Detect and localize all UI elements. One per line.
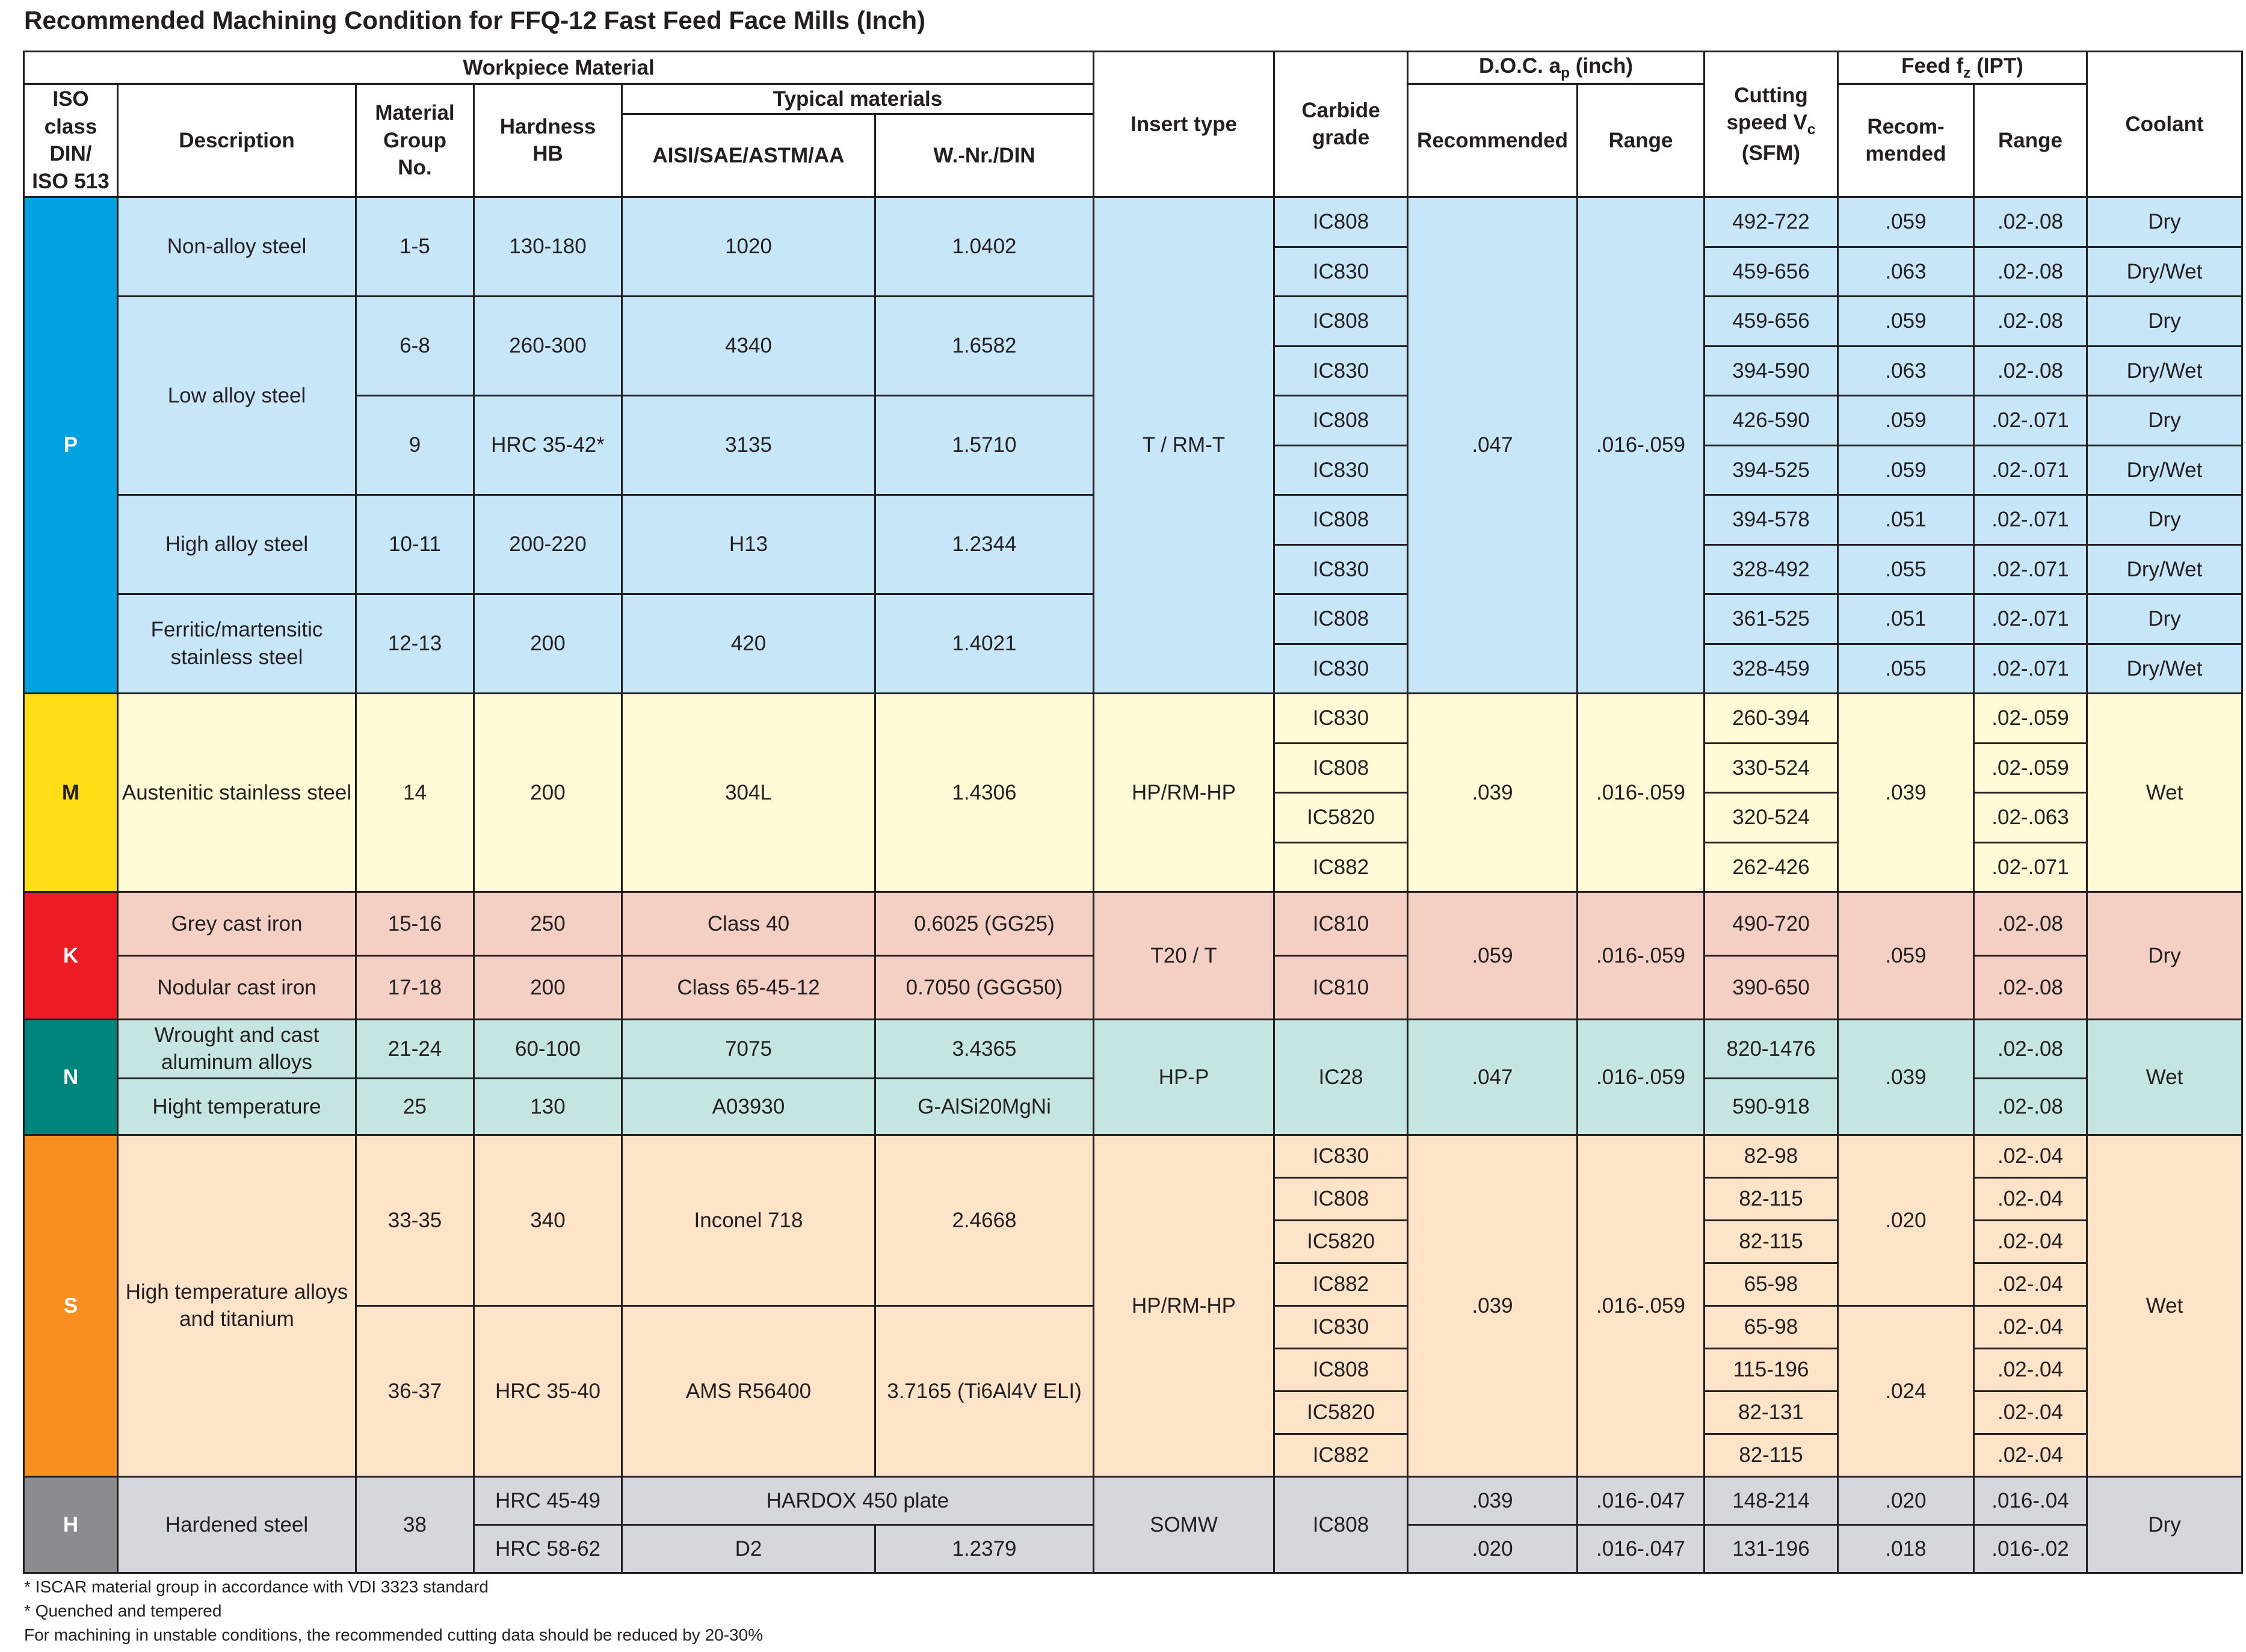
hardness-cell: HRC 45-49: [474, 1476, 622, 1524]
coolant-header: Coolant: [2087, 52, 2242, 197]
doc-range-cell: .016-.059: [1578, 197, 1705, 693]
wnr-cell: 1.2344: [875, 495, 1094, 594]
description-cell: Hight temperature: [118, 1078, 356, 1135]
feed-range-cell: .02-.04: [1974, 1177, 2087, 1220]
table-row: [24, 1135, 2242, 1177]
table-row: [24, 693, 2242, 743]
iso-class-p: P: [24, 197, 118, 693]
feed-recommended-header: Recom- mended: [1838, 84, 1974, 197]
speed-cell: 262-426: [1705, 842, 1838, 892]
grade-cell: IC808: [1274, 495, 1408, 544]
hardness-cell: 130-180: [474, 197, 622, 296]
grade-cell: IC808: [1274, 1177, 1408, 1220]
aisi-cell: Class 65-45-12: [622, 955, 875, 1019]
material-group-cell: 25: [356, 1078, 474, 1135]
speed-cell: 394-578: [1705, 495, 1838, 544]
table-row: [24, 197, 2242, 247]
aisi-cell: 1020: [622, 197, 875, 296]
doc-range-cell: .016-.059: [1578, 1135, 1705, 1476]
feed-recommended-cell: .055: [1838, 644, 1974, 693]
feed-recommended-cell: .024: [1838, 1305, 1974, 1476]
feed-recommended-cell: .020: [1838, 1135, 1974, 1305]
hardness-cell: 250: [474, 892, 622, 955]
carbide-grade-header: Carbide grade: [1274, 52, 1408, 197]
feed-range-cell: .02-.04: [1974, 1305, 2087, 1348]
speed-cell: 115-196: [1705, 1348, 1838, 1391]
grade-cell: IC830: [1274, 693, 1408, 743]
speed-cell: 820-1476: [1705, 1019, 1838, 1078]
wnr-cell: 0.6025 (GG25): [875, 892, 1094, 955]
feed-range-cell: .016-.02: [1974, 1524, 2087, 1573]
hardness-cell: 200: [474, 594, 622, 693]
hardness-cell: HRC 35-40: [474, 1305, 622, 1476]
feed-range-cell: .02-.059: [1974, 693, 2087, 743]
coolant-cell: Dry: [2087, 892, 2242, 1019]
feed-range-cell: .02-.04: [1974, 1391, 2087, 1434]
speed-cell: 330-524: [1705, 743, 1838, 792]
material-group-cell: 14: [356, 693, 474, 892]
insert-type-cell: SOMW: [1094, 1476, 1274, 1573]
description-cell: High temperature alloys and titanium: [118, 1135, 356, 1476]
speed-cell: 131-196: [1705, 1524, 1838, 1573]
workpiece-material-header: Workpiece Material: [24, 52, 1094, 84]
feed-range-cell: .02-.08: [1974, 346, 2087, 395]
wnr-cell: 1.4021: [875, 594, 1094, 693]
speed-cell: 590-918: [1705, 1078, 1838, 1135]
hardness-cell: 130: [474, 1078, 622, 1135]
grade-cell: IC882: [1274, 1263, 1408, 1305]
grade-cell: IC808: [1274, 1476, 1408, 1573]
coolant-cell: Dry/Wet: [2087, 346, 2242, 395]
speed-cell: 65-98: [1705, 1263, 1838, 1305]
grade-cell: IC810: [1274, 955, 1408, 1019]
table-row: [24, 1019, 2242, 1078]
description-header: Description: [118, 84, 356, 197]
hardness-cell: HRC 35-42*: [474, 395, 622, 495]
feed-recommended-cell: .039: [1838, 693, 1974, 892]
hardness-cell: 200: [474, 955, 622, 1019]
feed-recommended-cell: .020: [1838, 1476, 1974, 1524]
feed-range-cell: .016-.04: [1974, 1476, 2087, 1524]
insert-type-cell: T20 / T: [1094, 892, 1274, 1019]
speed-cell: 82-115: [1705, 1177, 1838, 1220]
doc-header: D.O.C. $a_p$ (inch): [1408, 52, 1705, 84]
speed-cell: 260-394: [1705, 693, 1838, 743]
material-group-cell: 6-8: [356, 296, 474, 395]
grade-cell: IC5820: [1274, 1220, 1408, 1263]
grade-cell: IC808: [1274, 296, 1408, 346]
insert-type-header: Insert type: [1094, 52, 1274, 197]
wnr-cell: 0.7050 (GGG50): [875, 955, 1094, 1019]
material-group-cell: 36-37: [356, 1305, 474, 1476]
iso-class-header: ISO class DIN/ ISO 513: [24, 84, 118, 197]
doc-range-header: Range: [1578, 84, 1705, 197]
coolant-cell: Dry: [2087, 197, 2242, 247]
table-row: [24, 1476, 2242, 1524]
grade-cell: IC808: [1274, 197, 1408, 247]
speed-cell: 459-656: [1705, 247, 1838, 296]
iso-class-k: K: [24, 892, 118, 1019]
material-group-cell: 10-11: [356, 495, 474, 594]
grade-cell: IC830: [1274, 445, 1408, 495]
description-cell: Nodular cast iron: [118, 955, 356, 1019]
feed-range-cell: .02-.071: [1974, 842, 2087, 892]
feed-recommended-cell: .055: [1838, 544, 1974, 594]
doc-recommended-cell: .039: [1408, 1476, 1578, 1524]
material-group-cell: 15-16: [356, 892, 474, 955]
feed-range-cell: .02-.08: [1974, 955, 2087, 1019]
feed-header: Feed $f_z$ (IPT): [1838, 52, 2087, 84]
grade-cell: IC830: [1274, 1135, 1408, 1177]
feed-range-cell: .02-.04: [1974, 1220, 2087, 1263]
hardness-cell: 60-100: [474, 1019, 622, 1078]
wnr-cell: 1.4306: [875, 693, 1094, 892]
aisi-cell: D2: [622, 1524, 875, 1573]
hardness-header: Hardness HB: [474, 84, 622, 197]
wnr-cell: 3.7165 (Ti6Al4V ELI): [875, 1305, 1094, 1476]
feed-range-cell: .02-.071: [1974, 544, 2087, 594]
doc-range-cell: .016-.047: [1578, 1476, 1705, 1524]
hardness-cell: HRC 58-62: [474, 1524, 622, 1573]
cutting-speed-header: Cutting speed $V_c$ (SFM): [1705, 52, 1838, 197]
speed-cell: 320-524: [1705, 792, 1838, 842]
grade-cell: IC830: [1274, 1305, 1408, 1348]
grade-cell: IC810: [1274, 892, 1408, 955]
table-row: [24, 892, 2242, 955]
feed-range-cell: .02-.08: [1974, 892, 2087, 955]
doc-range-cell: .016-.059: [1578, 892, 1705, 1019]
feed-range-cell: .02-.04: [1974, 1434, 2087, 1476]
grade-cell: IC808: [1274, 743, 1408, 792]
machining-conditions-table: [23, 51, 2243, 1574]
material-group-cell: 9: [356, 395, 474, 495]
feed-recommended-cell: .063: [1838, 346, 1974, 395]
feed-range-cell: .02-.04: [1974, 1348, 2087, 1391]
feed-recommended-cell: .063: [1838, 247, 1974, 296]
aisi-cell: 4340: [622, 296, 875, 395]
aisi-cell: A03930: [622, 1078, 875, 1135]
speed-cell: 394-590: [1705, 346, 1838, 395]
doc-recommended-cell: .039: [1408, 693, 1578, 892]
wnr-cell: G-AlSi20MgNi: [875, 1078, 1094, 1135]
coolant-cell: Dry: [2087, 594, 2242, 644]
iso-class-h: H: [24, 1476, 118, 1573]
feed-recommended-cell: .051: [1838, 495, 1974, 544]
doc-range-cell: .016-.047: [1578, 1524, 1705, 1573]
footnote: * Quenched and tempered: [24, 1601, 222, 1620]
feed-range-cell: .02-.071: [1974, 445, 2087, 495]
aisi-cell: AMS R56400: [622, 1305, 875, 1476]
doc-recommended-header: Recommended: [1408, 84, 1578, 197]
coolant-cell: Dry/Wet: [2087, 247, 2242, 296]
description-cell: High alloy steel: [118, 495, 356, 594]
feed-range-cell: .02-.071: [1974, 594, 2087, 644]
insert-type-cell: HP/RM-HP: [1094, 1135, 1274, 1476]
speed-cell: 426-590: [1705, 395, 1838, 445]
speed-cell: 328-492: [1705, 544, 1838, 594]
description-cell: Wrought and cast aluminum alloys: [118, 1019, 356, 1078]
material-group-cell: 1-5: [356, 197, 474, 296]
speed-cell: 394-525: [1705, 445, 1838, 495]
grade-cell: IC830: [1274, 644, 1408, 693]
speed-cell: 82-131: [1705, 1391, 1838, 1434]
feed-recommended-cell: .059: [1838, 395, 1974, 445]
typical-materials-header: Typical materials: [622, 84, 1094, 114]
feed-recommended-cell: .059: [1838, 296, 1974, 346]
coolant-cell: Dry/Wet: [2087, 544, 2242, 594]
grade-cell: IC808: [1274, 1348, 1408, 1391]
grade-cell: IC882: [1274, 842, 1408, 892]
doc-recommended-cell: .039: [1408, 1135, 1578, 1476]
material-group-header: Material Group No.: [356, 84, 474, 197]
doc-range-cell: .016-.059: [1578, 1019, 1705, 1135]
wnr-cell: 1.0402: [875, 197, 1094, 296]
insert-type-cell: HP-P: [1094, 1019, 1274, 1135]
material-group-cell: 12-13: [356, 594, 474, 693]
feed-range-cell: .02-.08: [1974, 296, 2087, 346]
speed-cell: 82-98: [1705, 1135, 1838, 1177]
aisi-cell: 3135: [622, 395, 875, 495]
footnote: * ISCAR material group in accordance with VDI 3323 standard: [24, 1577, 489, 1596]
grade-cell: IC5820: [1274, 1391, 1408, 1434]
speed-cell: 459-656: [1705, 296, 1838, 346]
feed-range-cell: .02-.063: [1974, 792, 2087, 842]
doc-recommended-cell: .059: [1408, 892, 1578, 1019]
feed-range-header: Range: [1974, 84, 2087, 197]
wnr-cell: 1.5710: [875, 395, 1094, 495]
speed-cell: 65-98: [1705, 1305, 1838, 1348]
grade-cell: IC830: [1274, 544, 1408, 594]
aisi-cell: Inconel 718: [622, 1135, 875, 1305]
feed-range-cell: .02-.04: [1974, 1263, 2087, 1305]
aisi-header: AISI/SAE/ASTM/AA: [622, 114, 875, 197]
header-row-1: [24, 52, 2242, 84]
insert-type-cell: HP/RM-HP: [1094, 693, 1274, 892]
footnotes: [24, 1575, 763, 1647]
coolant-cell: Dry/Wet: [2087, 644, 2242, 693]
coolant-cell: Wet: [2087, 1019, 2242, 1135]
wnr-cell: 1.6582: [875, 296, 1094, 395]
iso-class-n: N: [24, 1019, 118, 1135]
description-cell: Hardened steel: [118, 1476, 356, 1573]
footnote: For machining in unstable conditions, the recommended cutting data should be reduced by 20-30%: [24, 1626, 764, 1644]
speed-cell: 328-459: [1705, 644, 1838, 693]
speed-cell: 82-115: [1705, 1434, 1838, 1476]
aisi-cell: 304L: [622, 693, 875, 892]
aisi-cell: H13: [622, 495, 875, 594]
doc-recommended-cell: .047: [1408, 197, 1578, 693]
coolant-cell: Dry: [2087, 395, 2242, 445]
grade-cell: IC808: [1274, 395, 1408, 445]
speed-cell: 492-722: [1705, 197, 1838, 247]
speed-cell: 390-650: [1705, 955, 1838, 1019]
insert-type-cell: T / RM-T: [1094, 197, 1274, 693]
hardness-cell: 200: [474, 693, 622, 892]
coolant-cell: Wet: [2087, 693, 2242, 892]
grade-cell: IC830: [1274, 247, 1408, 296]
description-cell: Low alloy steel: [118, 296, 356, 495]
coolant-cell: Dry: [2087, 495, 2242, 544]
grade-cell: IC808: [1274, 594, 1408, 644]
hardness-cell: 260-300: [474, 296, 622, 395]
grade-cell: IC830: [1274, 346, 1408, 395]
doc-recommended-cell: .020: [1408, 1524, 1578, 1573]
description-cell: Grey cast iron: [118, 892, 356, 955]
feed-recommended-cell: .051: [1838, 594, 1974, 644]
grade-cell: IC28: [1274, 1019, 1408, 1135]
coolant-cell: Dry: [2087, 296, 2242, 346]
aisi-cell: Class 40: [622, 892, 875, 955]
page-title: Recommended Machining Condition for FFQ-12 Fast Feed Face Mills (Inch): [24, 6, 926, 34]
material-group-cell: 21-24: [356, 1019, 474, 1078]
grade-cell: IC5820: [1274, 792, 1408, 842]
speed-cell: 361-525: [1705, 594, 1838, 644]
wnr-cell: 3.4365: [875, 1019, 1094, 1078]
description-cell: Non-alloy steel: [118, 197, 356, 296]
material-group-cell: 38: [356, 1476, 474, 1573]
feed-recommended-cell: .039: [1838, 1019, 1974, 1135]
speed-cell: 490-720: [1705, 892, 1838, 955]
speed-cell: 148-214: [1705, 1476, 1838, 1524]
feed-range-cell: .02-.08: [1974, 1019, 2087, 1078]
grade-cell: IC882: [1274, 1434, 1408, 1476]
feed-recommended-cell: .059: [1838, 445, 1974, 495]
wnr-cell: 1.2379: [875, 1524, 1094, 1573]
speed-cell: 82-115: [1705, 1220, 1838, 1263]
feed-range-cell: .02-.08: [1974, 247, 2087, 296]
feed-recommended-cell: .059: [1838, 892, 1974, 1019]
feed-recommended-cell: .059: [1838, 197, 1974, 247]
wnr-header: W.-Nr./DIN: [875, 114, 1094, 197]
aisi-cell: 7075: [622, 1019, 875, 1078]
feed-range-cell: .02-.08: [1974, 197, 2087, 247]
iso-class-s: S: [24, 1135, 118, 1476]
feed-range-cell: .02-.071: [1974, 644, 2087, 693]
iso-class-m: M: [24, 693, 118, 892]
material-group-cell: 33-35: [356, 1135, 474, 1305]
aisi-cell: 420: [622, 594, 875, 693]
feed-range-cell: .02-.04: [1974, 1135, 2087, 1177]
wnr-cell: 2.4668: [875, 1135, 1094, 1305]
doc-recommended-cell: .047: [1408, 1019, 1578, 1135]
description-cell: Ferritic/martensitic stainless steel: [118, 594, 356, 693]
feed-recommended-cell: .018: [1838, 1524, 1974, 1573]
coolant-cell: Wet: [2087, 1135, 2242, 1476]
material-group-cell: 17-18: [356, 955, 474, 1019]
description-cell: Austenitic stainless steel: [118, 693, 356, 892]
feed-range-cell: .02-.071: [1974, 395, 2087, 445]
feed-range-cell: .02-.08: [1974, 1078, 2087, 1135]
hardness-cell: 340: [474, 1135, 622, 1305]
coolant-cell: Dry: [2087, 1476, 2242, 1573]
hardness-cell: 200-220: [474, 495, 622, 594]
aisi-cell: HARDOX 450 plate: [622, 1476, 1094, 1524]
doc-range-cell: .016-.059: [1578, 693, 1705, 892]
feed-range-cell: .02-.059: [1974, 743, 2087, 792]
coolant-cell: Dry/Wet: [2087, 445, 2242, 495]
feed-range-cell: .02-.071: [1974, 495, 2087, 544]
